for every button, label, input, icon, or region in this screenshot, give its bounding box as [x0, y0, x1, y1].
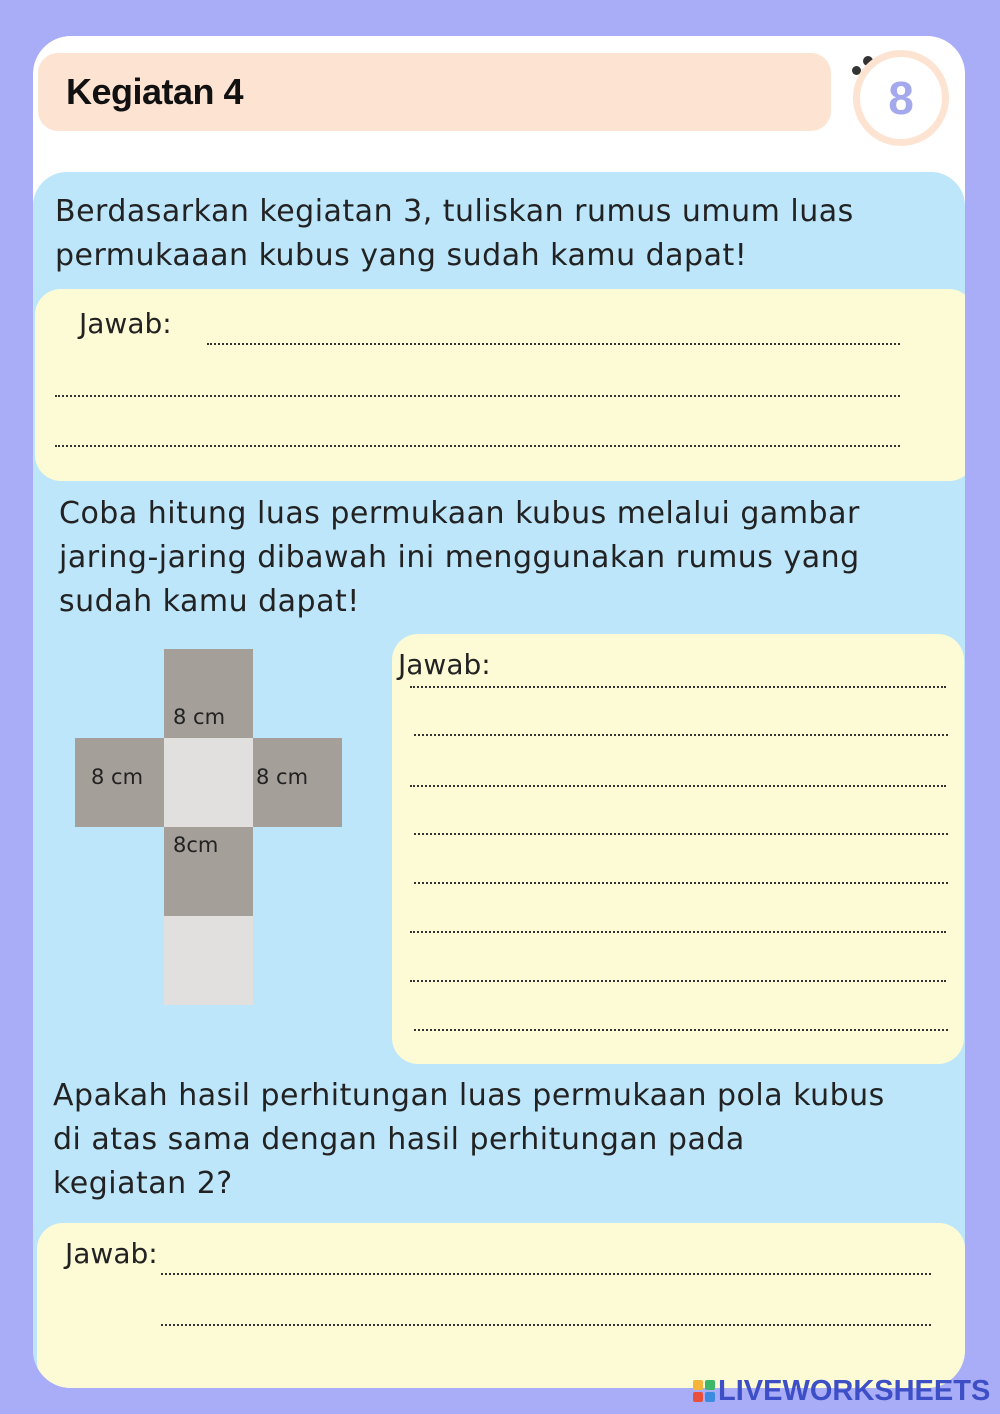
answer-line[interactable] [161, 1273, 931, 1275]
cube-net [75, 649, 342, 1005]
page-number-badge [853, 50, 949, 146]
question-1-line: permukaaan kubus yang sudah kamu dapat! [55, 238, 748, 273]
liveworksheets-icon [693, 1380, 715, 1402]
answer-line[interactable] [414, 734, 948, 736]
net-face-center [164, 738, 253, 827]
net-label-right: 8 cm [256, 765, 309, 789]
net-label-bottom: 8cm [173, 833, 219, 857]
answer-line[interactable] [414, 882, 948, 884]
answer-label: Jawab: [79, 307, 172, 340]
answer-line[interactable] [414, 1029, 948, 1031]
answer-box-1[interactable] [35, 289, 965, 481]
brand-logo[interactable] [693, 1375, 990, 1407]
net-label-top: 8 cm [173, 705, 226, 729]
content-panel [33, 172, 965, 1388]
page-title: Kegiatan 4 [66, 71, 244, 112]
answer-line[interactable] [207, 343, 900, 345]
answer-line[interactable] [414, 833, 948, 835]
answer-line[interactable] [410, 931, 946, 933]
worksheet-card [33, 36, 965, 1388]
question-2-line: jaring-jaring dibawah ini menggunakan rumus yang [59, 540, 860, 575]
page-number: 8 [888, 72, 914, 124]
answer-line[interactable] [161, 1324, 931, 1326]
title-bar [38, 53, 831, 131]
answer-label: Jawab: [65, 1237, 158, 1270]
net-label-left: 8 cm [91, 765, 144, 789]
question-3-line: kegiatan 2? [53, 1166, 233, 1201]
question-1-line: Berdasarkan kegiatan 3, tuliskan rumus umum luas [55, 194, 854, 229]
answer-line[interactable] [55, 445, 900, 447]
answer-line[interactable] [410, 686, 946, 688]
answer-box-3[interactable] [37, 1223, 965, 1388]
question-3-line: di atas sama dengan hasil perhitungan pada [53, 1122, 745, 1157]
question-2-text [59, 492, 860, 624]
answer-line[interactable] [55, 395, 900, 397]
answer-label: Jawab: [398, 648, 491, 681]
question-2-line: Coba hitung luas permukaan kubus melalui gambar [59, 496, 860, 531]
question-3-text [53, 1074, 885, 1206]
answer-box-2[interactable] [392, 634, 964, 1064]
question-3-line: Apakah hasil perhitungan luas permukaan pola kubus [53, 1078, 885, 1113]
brand-name: LIVEWORKSHEETS [718, 1374, 991, 1407]
answer-line[interactable] [410, 785, 946, 787]
net-face-bottom [164, 916, 253, 1005]
question-1-text [55, 190, 854, 278]
answer-line[interactable] [410, 980, 946, 982]
question-2-line: sudah kamu dapat! [59, 584, 360, 619]
